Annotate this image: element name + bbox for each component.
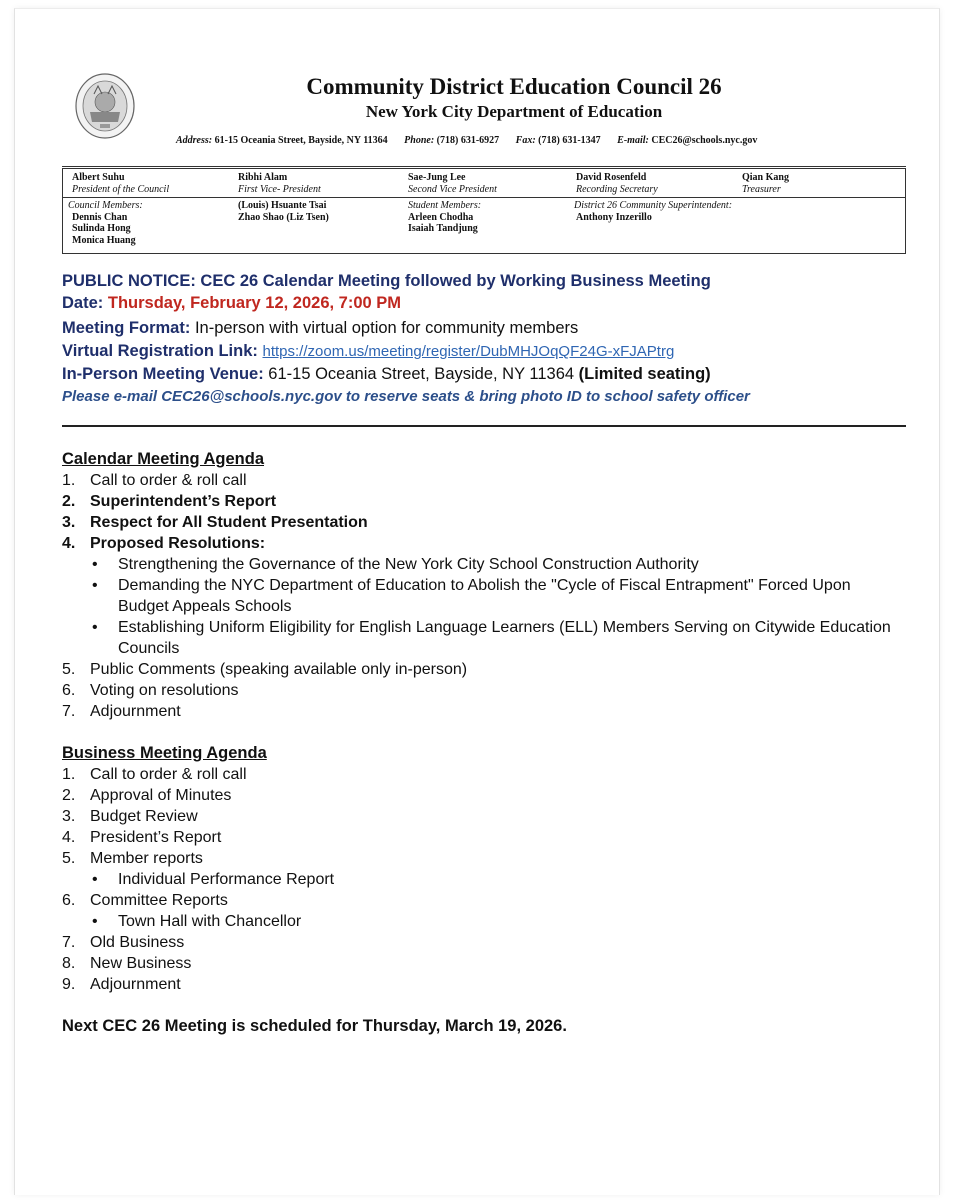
sub-item: • Town Hall with Chancellor	[92, 913, 302, 930]
section-divider	[62, 425, 906, 427]
council-members: Council Members: Dennis Chan Sulinda Hong Monica Huang	[68, 200, 143, 246]
address-value: 61-15 Oceania Street, Bayside, NY 11364	[214, 135, 388, 146]
zoom-registration-link[interactable]: https://zoom.us/meeting/register/DubMHJOqQF24G-xFJAPtrg	[262, 343, 675, 360]
notice-reserve: Please e-mail CEC26@schools.nyc.gov to reserve seats & bring photo ID to school safety officer	[62, 388, 750, 405]
list-item: 5. Member reports	[62, 850, 203, 867]
next-meeting-note: Next CEC 26 Meeting is scheduled for Thursday, March 19, 2026.	[62, 1017, 567, 1035]
phone-value: (718) 631-6927	[436, 135, 500, 146]
list-item: 3. Budget Review	[62, 808, 198, 825]
email-value: CEC26@schools.nyc.gov	[651, 135, 758, 146]
list-item: 4. Proposed Resolutions:	[62, 535, 266, 552]
notice-date: Date: Thursday, February 12, 2026, 7:00 PM	[62, 294, 402, 312]
list-item: 2. Approval of Minutes	[62, 787, 232, 804]
resolution-item: • Strengthening the Governance of the New York City School Construction Authority	[92, 556, 699, 573]
officer-second-vp: Sae-Jung Lee Second Vice President	[408, 172, 497, 195]
list-item: 4. President’s Report	[62, 829, 222, 846]
list-item: 6. Committee Reports	[62, 892, 228, 909]
list-item: 1. Call to order & roll call	[62, 472, 247, 489]
sub-item: • Individual Performance Report	[92, 871, 335, 888]
phone-label: Phone:	[404, 135, 435, 146]
council-members-2: (Louis) Hsuante Tsai Zhao Shao (Liz Tsen)	[238, 200, 329, 223]
table-mid-rule	[62, 197, 906, 198]
contact-line	[176, 135, 757, 146]
fax-label: Fax:	[515, 135, 536, 146]
address-label: Address:	[176, 135, 213, 146]
officer-secretary: David Rosenfeld Recording Secretary	[576, 172, 658, 195]
email-label: E-mail:	[617, 135, 649, 146]
business-agenda-list	[62, 764, 912, 995]
council-title: Community District Education Council 26	[306, 74, 722, 99]
list-item: 3. Respect for All Student Presentation	[62, 514, 368, 531]
officer-president: Albert Suhu President of the Council	[72, 172, 170, 195]
calendar-agenda-list	[62, 470, 912, 722]
list-item: 7. Old Business	[62, 934, 185, 951]
officer-treasurer: Qian Kang Treasurer	[742, 172, 789, 195]
notice-link-line: Virtual Registration Link: https://zoom.us/meeting/register/DubMHJOqQF24G-xFJAPtrg	[62, 342, 675, 360]
resolution-item: • Establishing Uniform Eligibility for English Language Learners (ELL) Members Serving on Citywide Education Councils	[92, 619, 891, 657]
table-bottom-rule	[62, 253, 906, 254]
business-agenda-title: Business Meeting Agenda	[62, 744, 267, 762]
list-item: 7. Adjournment	[62, 703, 181, 720]
department-subtitle: New York City Department of Education	[365, 102, 663, 121]
list-item: 9. Adjournment	[62, 976, 181, 993]
list-item: 2. Superintendent’s Report	[62, 493, 277, 510]
officer-first-vp: Ribhi Alam First Vice- President	[238, 172, 321, 195]
resolution-item: • Demanding the NYC Department of Education to Abolish the "Cycle of Fiscal Entrapment" Forced Upon Budget Appeals Schools	[92, 577, 851, 615]
list-item: 5. Public Comments (speaking available only in-person)	[62, 661, 468, 678]
list-item: 6. Voting on resolutions	[62, 682, 239, 699]
notice-headline: PUBLIC NOTICE: CEC 26 Calendar Meeting followed by Working Business Meeting	[62, 272, 711, 290]
notice-format: Meeting Format: In-person with virtual option for community members	[62, 319, 579, 337]
list-item: 1. Call to order & roll call	[62, 766, 247, 783]
student-members: Student Members: Arleen Chodha Isaiah Tandjung	[408, 200, 482, 234]
calendar-agenda-title: Calendar Meeting Agenda	[62, 450, 265, 468]
notice-venue: In-Person Meeting Venue: 61-15 Oceania Street, Bayside, NY 11364 (Limited seating)	[62, 365, 711, 383]
superintendent: District 26 Community Superintendent: Anthony Inzerillo	[574, 200, 733, 223]
list-item: 8. New Business	[62, 955, 192, 972]
fax-value: (718) 631-1347	[538, 135, 601, 146]
